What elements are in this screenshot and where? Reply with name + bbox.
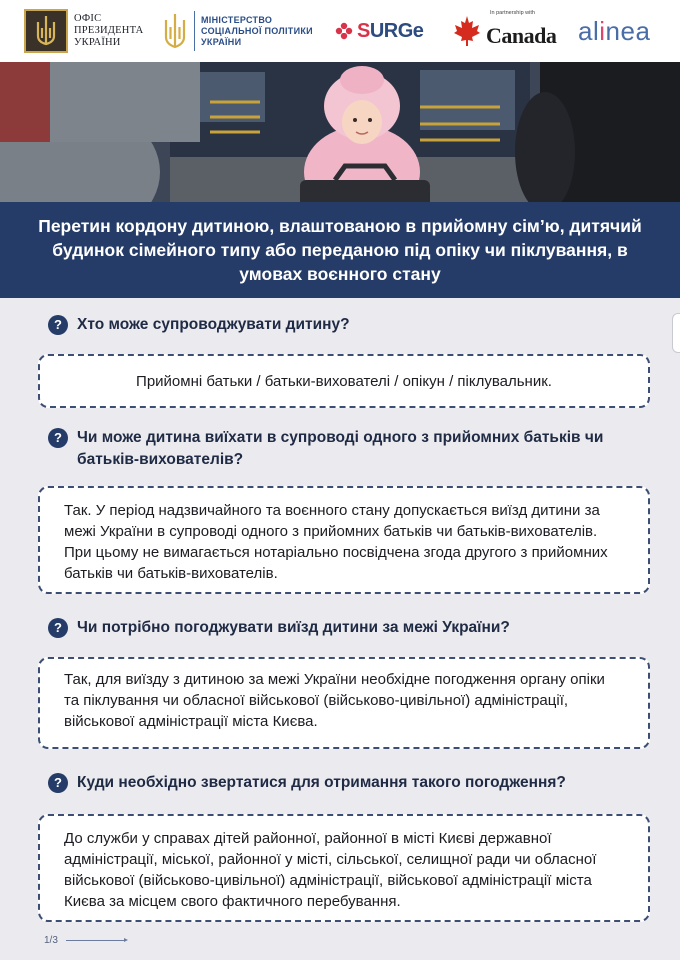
ministry-logo <box>162 8 313 54</box>
next-arrow-icon <box>66 940 126 941</box>
side-tab <box>672 313 680 353</box>
child-with-suitcase-illustration <box>0 62 680 202</box>
logo-strip <box>0 0 680 62</box>
question-3-text: Чи потрібно погоджувати виїзд дитини за межі України? <box>77 619 510 636</box>
surge-logo <box>334 16 423 46</box>
ministry-trident-icon <box>162 11 188 51</box>
min-line-3: УКРАЇНИ <box>201 36 242 47</box>
alinea-logo <box>578 12 650 50</box>
office-president-logo <box>24 8 143 54</box>
question-3 <box>48 617 628 639</box>
alinea-wordmark <box>578 16 650 47</box>
page-title: Перетин кордону дитиною, влаштованою в прийомну сім’ю, дитячий будинок сімейного типу або переданою під опіку чи піклування, в умовах воєнного стану <box>38 216 642 284</box>
question-2-text: Чи може дитина виїхати в супроводі одного з прийомних батьків чи батьків-вихователів? <box>77 429 604 468</box>
canada-logo <box>452 8 556 54</box>
question-4 <box>48 772 628 794</box>
office-president-text <box>74 13 143 49</box>
answer-2-text: Так. У період надзвичайного та воєнного стану допускається виїзд дитини за межі України в супроводі одного з прийомних батьків чи батьків-вихователів. При цьому не вимагається нотаріально посвідчена згода другого з прийомних батьків чи батьків-вихователів. <box>64 502 608 582</box>
surge-s: S <box>357 19 370 42</box>
surge-flower-icon <box>334 21 354 41</box>
question-mark-icon: ? <box>48 315 68 335</box>
maple-leaf-icon <box>452 14 482 48</box>
ministry-divider <box>194 11 195 51</box>
answer-4 <box>38 814 650 922</box>
canada-partnership-text: In partnership with <box>490 10 535 16</box>
page-indicator <box>44 935 126 946</box>
answer-2 <box>38 486 650 594</box>
trident-emblem-icon <box>24 9 68 53</box>
answer-1-text: Прийомні батьки / батьки-вихователі / опікун / піклувальник. <box>136 372 552 390</box>
op-line-2: ПРЕЗИДЕНТА <box>74 25 144 36</box>
canada-wordmark: Canada <box>486 23 557 48</box>
op-line-1: ОФІС <box>74 13 102 24</box>
page-number: 1/3 <box>44 935 58 946</box>
answer-3-text: Так, для виїзду з дитиною за межі України необхідне погодження органу опіки та піклування чи обласної військової (військово-цивільної) адміністрації, військової адміністрації міста Києва. <box>64 671 605 730</box>
answer-4-text: До служби у справах дітей районної, районної в місті Києві державної адміністрації, міської, районної у місті, сільської, селищної ради чи обласної військової (військово-цивільної) адміністрації, військової адміністрації міста Києва за місцем свого фактичного перебування. <box>64 830 597 910</box>
question-mark-icon: ? <box>48 428 68 448</box>
alinea-part-2: i <box>599 15 606 46</box>
question-4-text: Куди необхідно звертатися для отримання такого погодження? <box>77 774 566 791</box>
alinea-part-1: al <box>578 15 600 46</box>
answer-1 <box>38 354 650 408</box>
ministry-text <box>201 15 313 48</box>
surge-rest: URGe <box>369 19 424 42</box>
surge-wordmark <box>357 20 423 43</box>
question-1 <box>48 314 628 336</box>
op-line-3: УКРАЇНИ <box>74 37 121 48</box>
min-line-2: СОЦІАЛЬНОЇ ПОЛІТИКИ <box>201 25 313 36</box>
question-2 <box>48 427 608 471</box>
alinea-part-3: nea <box>605 15 651 46</box>
answer-3 <box>38 657 650 749</box>
hero-photo <box>0 62 680 202</box>
min-line-1: МІНІСТЕРСТВО <box>201 14 273 25</box>
question-1-text: Хто може супроводжувати дитину? <box>77 316 350 333</box>
title-banner <box>0 202 680 298</box>
question-mark-icon: ? <box>48 773 68 793</box>
question-mark-icon: ? <box>48 618 68 638</box>
